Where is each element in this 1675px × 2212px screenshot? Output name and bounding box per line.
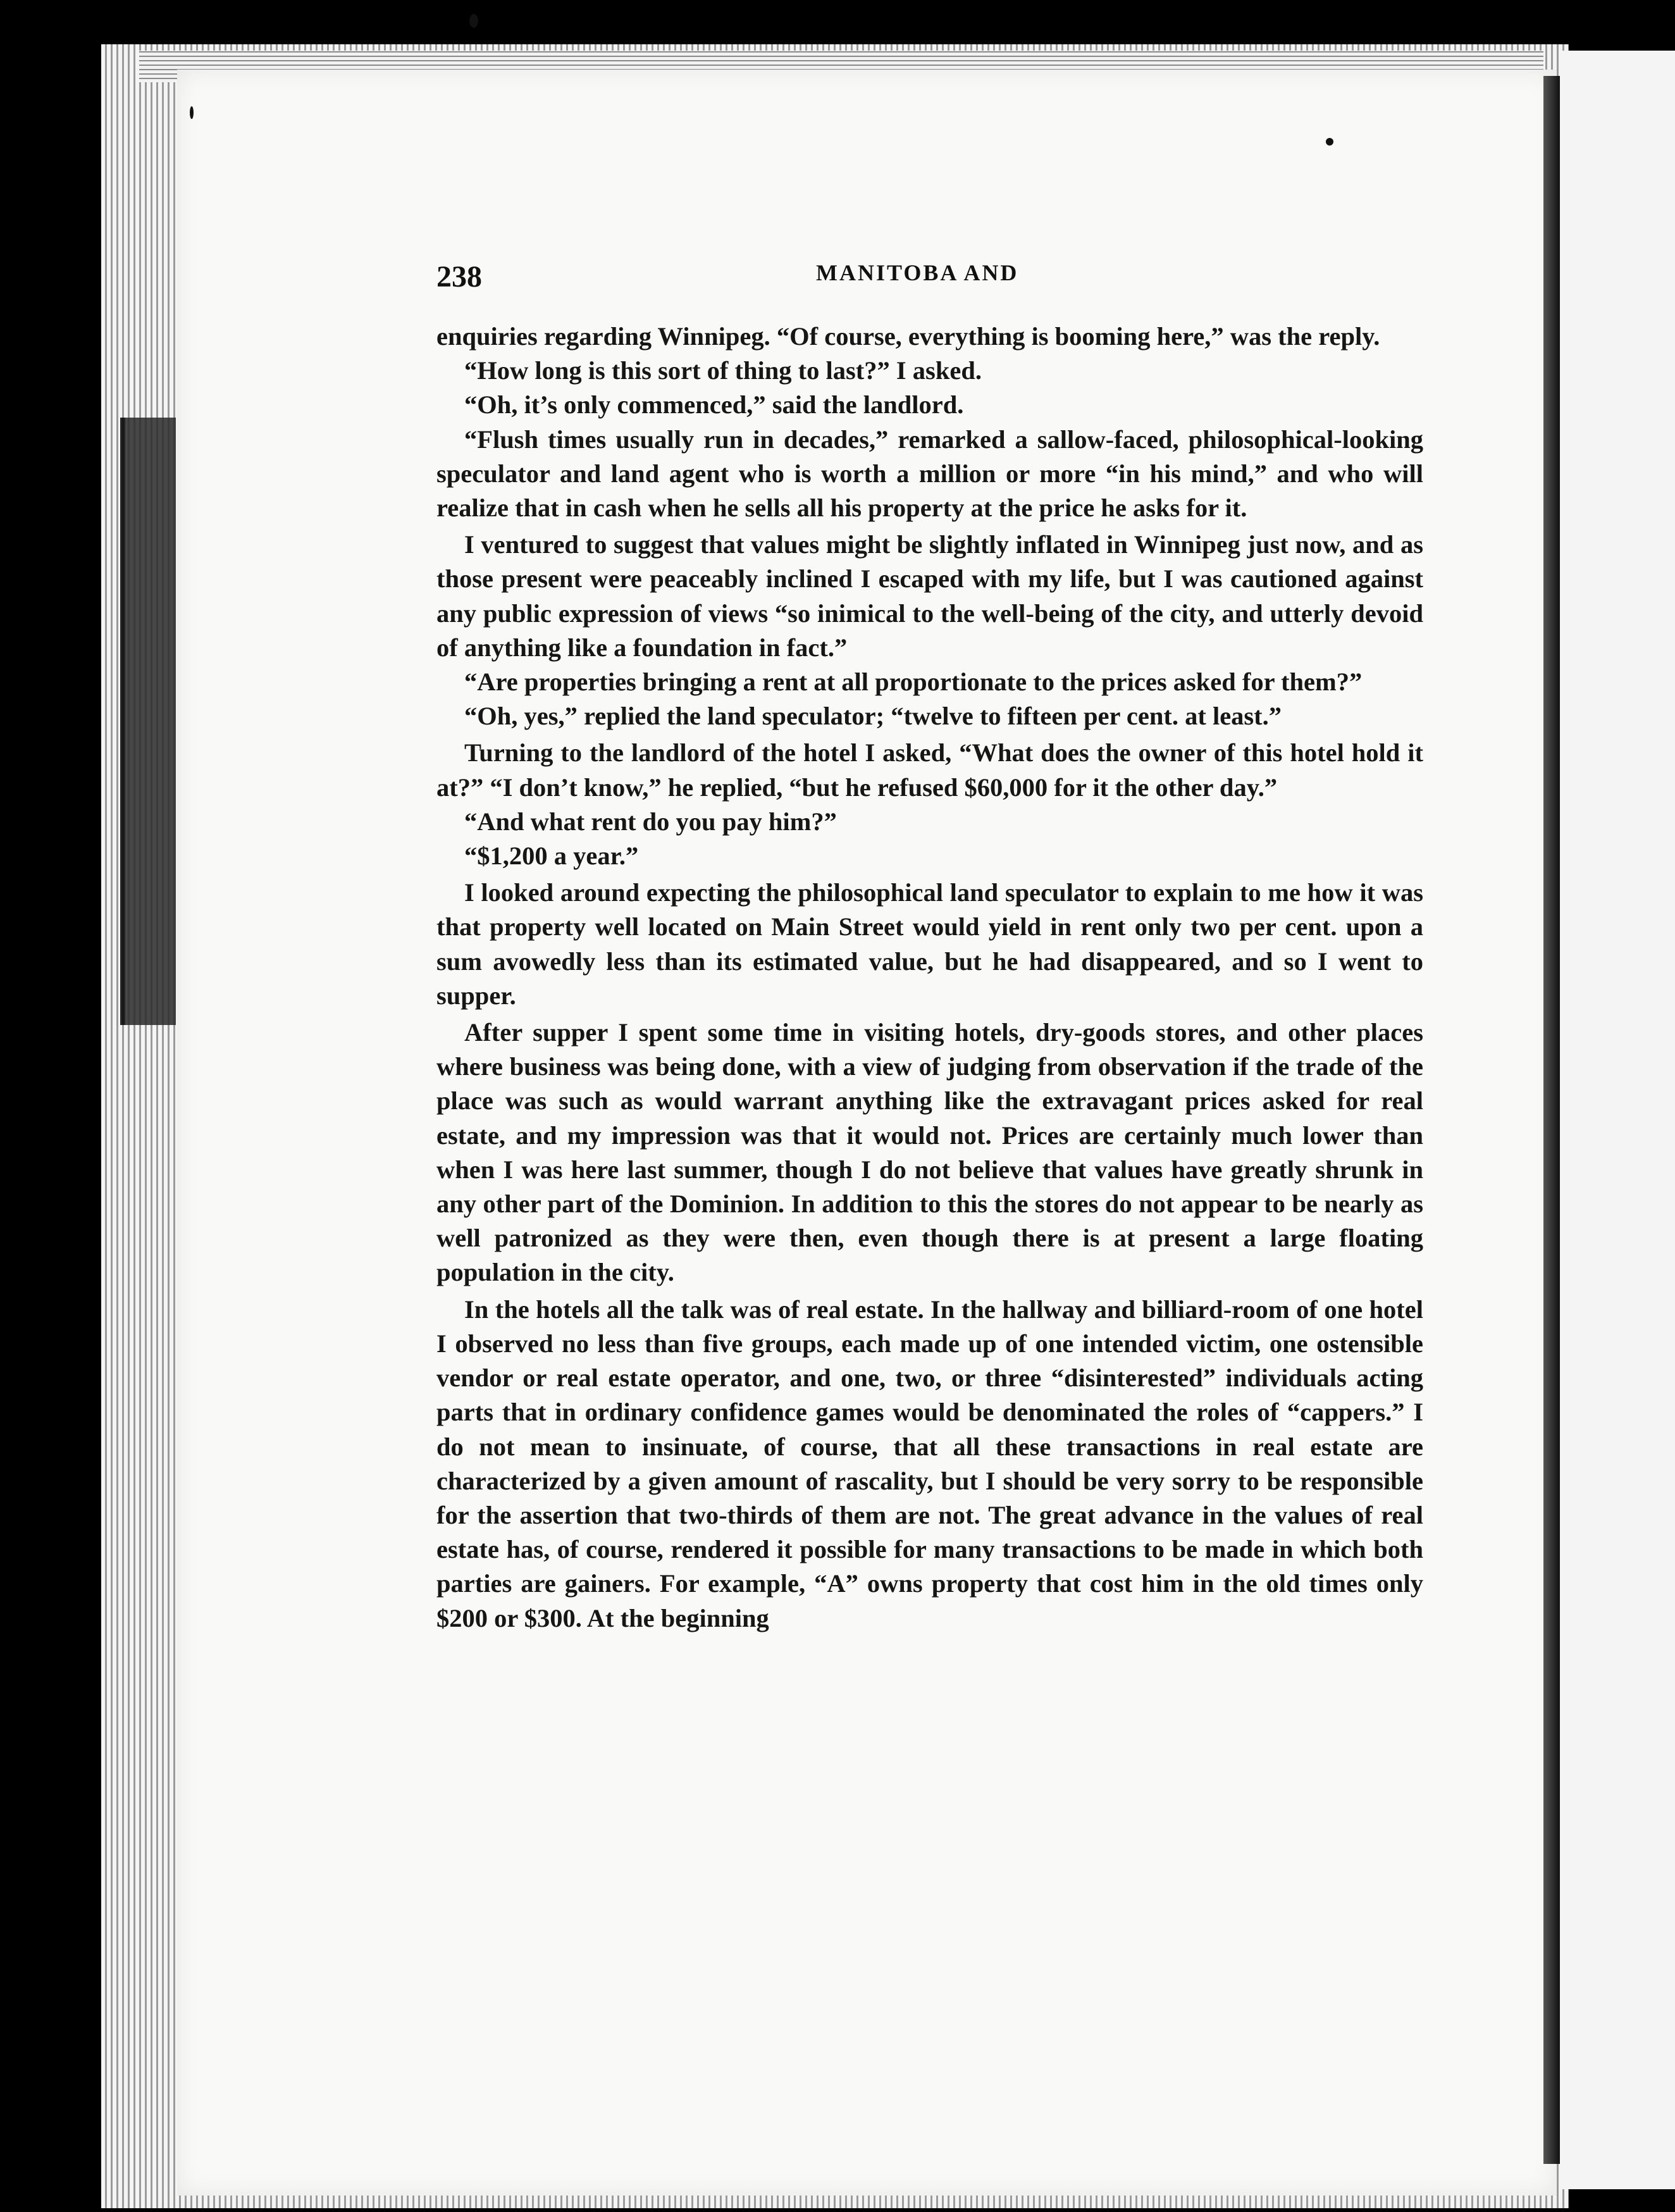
page-number: 238 — [436, 260, 482, 294]
paragraph: “And what rent do you pay him?” — [464, 807, 837, 836]
facing-page-sliver — [1562, 51, 1675, 2189]
paragraph: I looked around expecting the philosophical land speculator to explain to me how it was that property well located on Main Street would yield in rent only two per cent. upon a sum avowedly less than its estimated value, but he had disappeared, and so I went to supper. — [436, 878, 1423, 1010]
paragraph: “$1,200 a year.” — [464, 842, 639, 871]
paragraph: enquiries regarding Winnipeg. “Of course, everything is booming here,” was the reply. — [436, 322, 1380, 351]
paragraph: “Flush times usually run in decades,” remarked a sallow-faced, philosophical-looking speculator and land agent who is worth a million or more “in his mind,” and who will realize that in cash when he sells all his property at the price he asks for it. — [436, 425, 1423, 523]
running-head: MANITOBA AND — [816, 260, 1019, 285]
paragraph: “Are properties bringing a rent at all proportionate to the prices asked for them?” — [464, 668, 1363, 697]
scan-speck — [469, 14, 478, 28]
paragraph: Turning to the landlord of the hotel I asked, “What does the owner of this hotel hold it at?” “I don’t know,” he replied, “but he refused $60,000 for it the other day.” — [436, 738, 1423, 802]
paragraph: After supper I spent some time in visiting hotels, dry-goods stores, and other places where business was being done, with a view of judging from observation if the trade of the place was such as would warrant anything like the extravagant prices asked for real estate, and my impression was that it would not. Prices are certainly much lower than when I was here last summer, though I do not believe that values have greatly shrunk in any other part of the Dominion. In addition to this the stores do not appear to be nearly as well patronized as they were then, even though there is at present a large floating population in the city. — [436, 1018, 1423, 1287]
paragraph: “Oh, it’s only commenced,” said the landlord. — [464, 390, 964, 419]
scan-speck — [1326, 138, 1333, 146]
paragraph: “Oh, yes,” replied the land speculator; “twelve to fifteen per cent. at least.” — [464, 702, 1282, 731]
gutter-shadow — [1543, 76, 1560, 2164]
library-stamp — [120, 418, 176, 1025]
page-header — [436, 259, 1417, 304]
paragraph: “How long is this sort of thing to last?” I asked. — [464, 356, 982, 385]
body-text — [436, 320, 1423, 1636]
paragraph: In the hotels all the talk was of real estate. In the hallway and billiard-room of one hotel I observed no less than five groups, each made up of one intended victim, one ostensible vendor or real estate operator, and one, two, or three “disinterested” individuals acting parts that in ordinary confidence games would be denominated the roles of “cappers.” I do not mean to insinuate, of course, that all these transactions in real estate are characterized by a given amount of rascality, but I should be very sorry to be responsible for the assertion that two-thirds of them are not. The great advance in the values of real estate has, of course, rendered it possible for many transactions to be made in which both parties are gainers. For example, “A” owns property that cost him in the old times only $200 or $300. At the beginning — [436, 1295, 1423, 1632]
scan-speck — [190, 106, 194, 119]
paragraph: I ventured to suggest that values might be slightly inflated in Winnipeg just now, and as those present were peaceably inclined I escaped with my life, but I was cautioned against any public expression of views “so inimical to the well-being of the city, and utterly devoid of anything like a foundation in fact.” — [436, 530, 1423, 662]
